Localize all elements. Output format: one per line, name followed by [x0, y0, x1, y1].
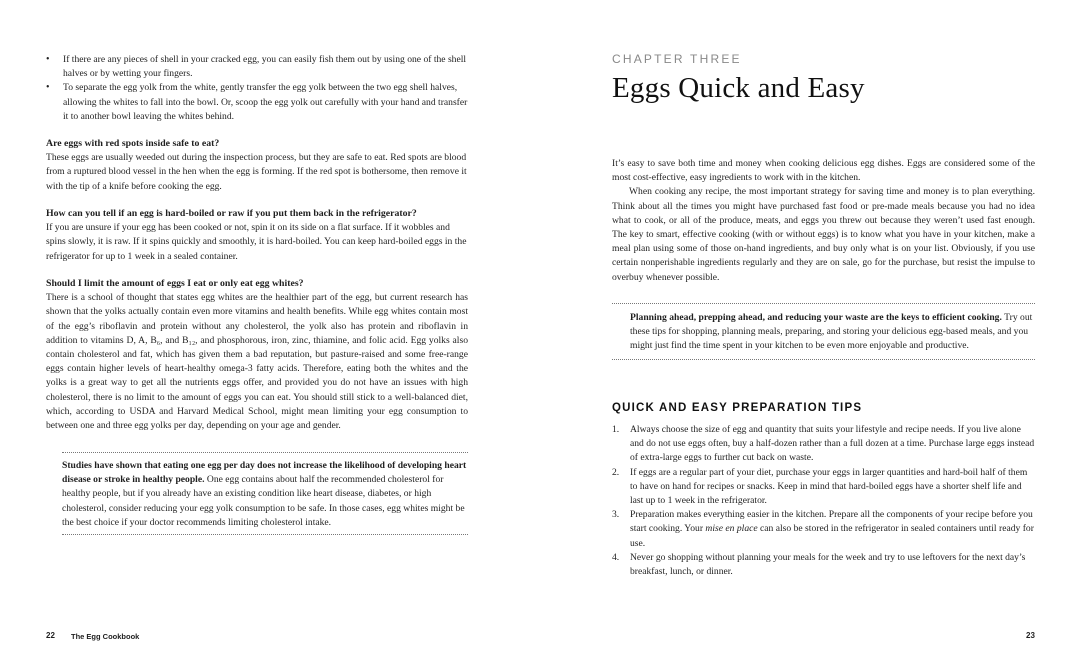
bullet-item: • If there are any pieces of shell in your cracked egg, you can easily fish them out by using one of the shell halves or by wetting your fingers.	[46, 53, 468, 81]
question-heading: Should I limit the amount of eggs I eat or only eat egg whites?	[46, 278, 304, 289]
tip-text: If eggs are a regular part of your diet, purchase your eggs in larger quantities and hard-boil half of them to have on hand for recipes or snacks. Keep in mind that hard-boiled eggs have a shorter shelf life and last up to 1 week in the refrigerator.	[630, 466, 1028, 507]
callout-text: One egg contains about half the recommended cholesterol for healthy people, but if you already have an existing condition like heart disease, diabetes, or high cholesterol, consider reducing your egg yolk consumption to be safe. In those cases, egg whites might be the best choice if your doctor recommends limiting cholesterol intake.	[62, 474, 465, 528]
tip-item	[612, 423, 1035, 466]
qa-limit-eggs	[46, 277, 468, 433]
question-heading: How can you tell if an egg is hard-boiled or raw if you put them back in the refrigerator?	[46, 208, 417, 219]
chapter-title: Eggs Quick and Easy	[612, 72, 865, 104]
tip-item	[612, 508, 1035, 551]
tip-number: 1.	[612, 424, 620, 435]
chapter-intro	[612, 157, 1035, 285]
page-number: 22	[46, 631, 55, 640]
answer-text: These eggs are usually weeded out during the inspection process, but they are safe to eat. Red spots are blood from a ruptured blood vessel in the hen when the egg is forming. If the red spot is bothersome, then remove it with the tip of a knife before cooking the egg.	[46, 152, 467, 192]
book-title: The Egg Cookbook	[71, 632, 140, 641]
tip-item	[612, 551, 1035, 579]
bullet-item: • To separate the egg yolk from the white, gently transfer the egg yolk between the two egg shell halves, allowing the whites to fall into the bowl. Or, scoop the egg yolk out carefully with your hand and transfer it to another bowl leaving the whites behind.	[46, 81, 468, 124]
tip-italic-term: mise en place	[705, 523, 758, 535]
answer-text: If you are unsure if your egg has been cooked or not, spin it on its side on a flat surface. If it wobbles and spins slowly, it is raw. If it spins quickly and smoothly, it is hard-boiled. You can keep hard-boiled eggs in the refrigerator for up to 1 week in a sealed container.	[46, 222, 467, 262]
cholesterol-callout	[62, 452, 468, 535]
chapter-label: CHAPTER THREE	[612, 52, 742, 66]
right-page	[540, 0, 1080, 666]
tip-item	[612, 466, 1035, 509]
tip-text: Preparation makes everything easier in the kitchen. Prepare all the components of your recipe before you start cooking. Your mise en place can also be stored in the refrigerator in sealed containers until ready for use.	[630, 509, 1034, 549]
qa-red-spots	[46, 137, 468, 194]
preparation-tips-list	[612, 423, 1035, 579]
tips-bullet-list	[46, 53, 468, 124]
tip-number: 3.	[612, 509, 620, 521]
intro-paragraph: It’s easy to save both time and money when cooking delicious egg dishes. Eggs are considered some of the most cost-effective, easy ingredients to work with in the kitchen.	[612, 158, 1035, 184]
intro-paragraph: When cooking any recipe, the most important strategy for saving time and money is to plan everything. Think about all the times you might have purchased fast food or pre-made meals because you had no idea what to cook, or all of the produce, meats, and eggs you threw out because they weren’t used fast enough. The key to smart, effective cooking (with or without eggs) is to know what you have in your kitchen, make a meal plan using some of those on-hand ingredients, and buy only what is on your list. Obviously, if you use certain nonperishable ingredients regularly and they are on sale, go for the purchase, but resist the impulse to overbuy whenever possible.	[612, 186, 1035, 283]
callout-lead: Studies have shown that eating one egg per day does not increase the likelihood of developing heart disease or stroke in healthy people.	[62, 460, 467, 486]
tip-number: 2.	[612, 466, 620, 478]
section-heading: QUICK AND EASY PREPARATION TIPS	[612, 402, 863, 414]
tip-text: Always choose the size of egg and quantity that suits your lifestyle and recipe needs. If you live alone and do not use eggs often, buy a half-dozen rather than a full dozen at a time. Purchase large eggs instead of extra-large eggs to further cut back on waste.	[630, 424, 1035, 464]
callout-text: Try out these tips for shopping, planning meals, preparing, and storing your delicious egg-based meals, and you might just find the time spent in your kitchen to be even more enjoyable and productive.	[630, 312, 1033, 352]
callout-lead: Planning ahead, prepping ahead, and reducing your waste are the keys to efficient cooking.	[630, 312, 1002, 323]
planning-callout	[612, 303, 1035, 360]
answer-text: There is a school of thought that states egg whites are the healthier part of the egg, but current research has shown that the yolks actually contain even more vitamins and health benefits. While egg whites contain most of the egg’s riboflavin and protein without any cholesterol, the yolk also has protein and riboflavin in addition to vitamins D, A, B₆, and B₁₂, and phosphorous, iron, zinc, thiamine, and folic acid. Egg yolks also contain cholesterol and fat, which has given them a bad reputation, but pasture-raised and some free-range eggs contain higher levels of heart-healthy omega-3 fatty acids. Therefore, eating both the whites and the yolks is a great way to get all the nutrients eggs offer, and provided you do not have an issues with high cholesterol, there is no limit to the amount of eggs you can eat. You should still stick to a well-balanced diet, which, according to USDA and Harvard Medical School, might mean limiting your egg consumption to between one and three egg yolks per day, depending on your age and gender.	[46, 292, 468, 432]
tip-number: 4.	[612, 551, 620, 563]
question-heading: Are eggs with red spots inside safe to eat?	[46, 138, 220, 149]
qa-hard-boiled	[46, 207, 468, 264]
tip-text: Never go shopping without planning your meals for the week and try to use leftovers for the next day’s breakfast, lunch, or dinner.	[630, 551, 1026, 578]
page-number: 23	[1026, 631, 1035, 640]
